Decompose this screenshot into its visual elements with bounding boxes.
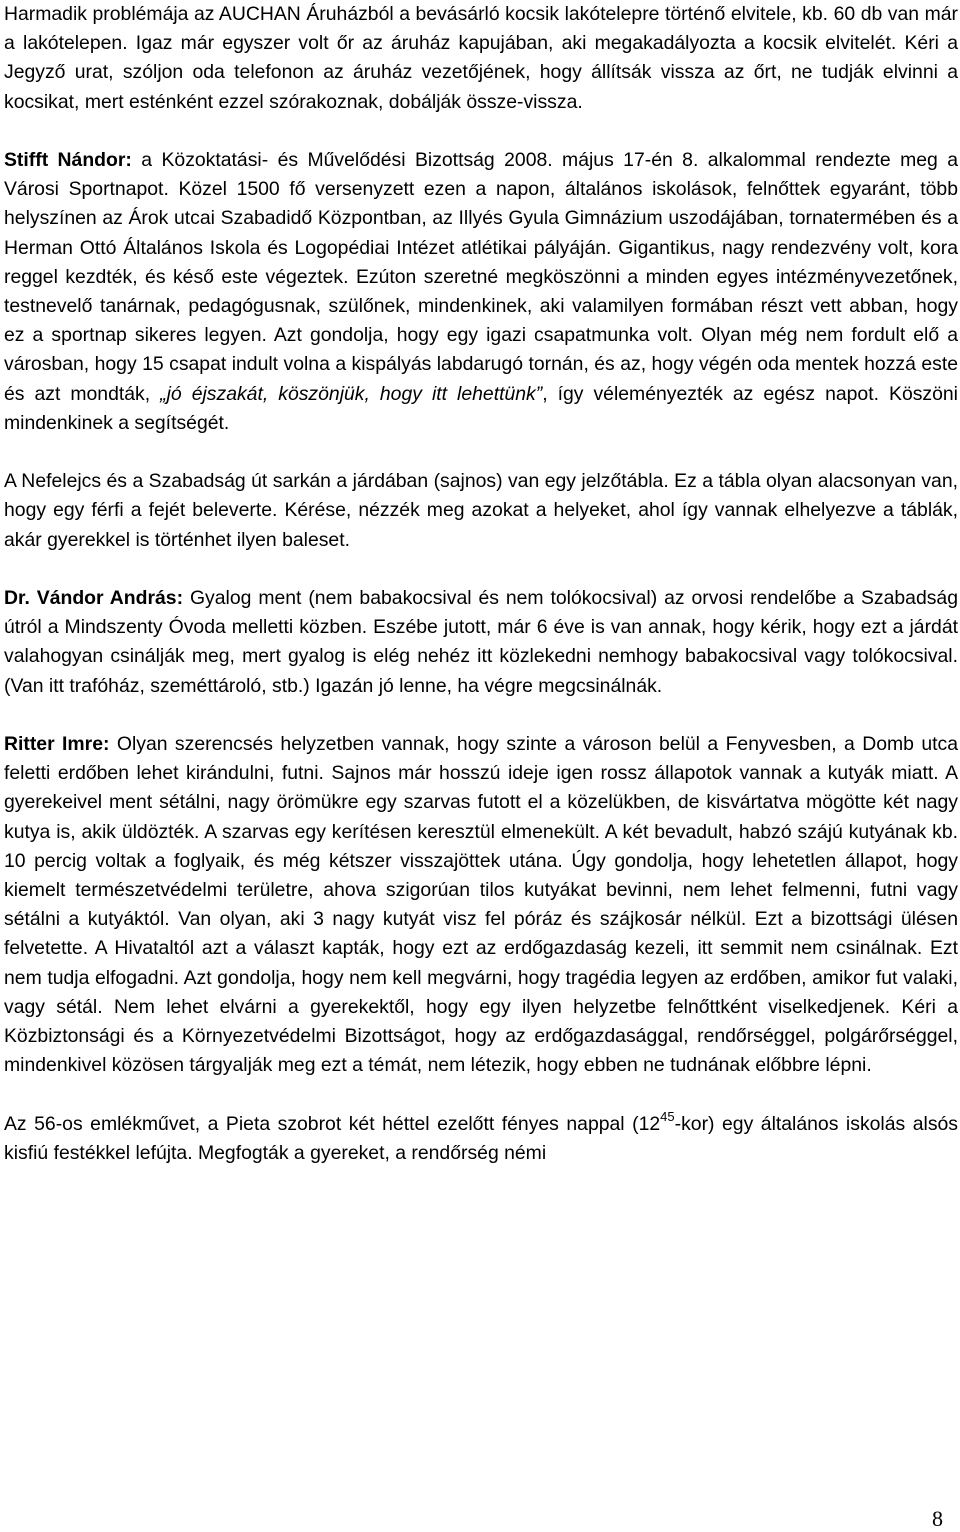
paragraph-text: , így véleményezték az egész napot. Köszöni mindenkinek a segítségét. — [4, 382, 958, 434]
paragraph-gap — [4, 701, 958, 730]
document-page — [4, 0, 958, 1168]
speaker-name: Dr. Vándor András: — [4, 587, 184, 610]
paragraph-gap — [4, 555, 958, 584]
paragraph-gap — [4, 117, 958, 146]
quoted-text: „jó éjszakát, köszönjük, hogy itt lehettünk” — [160, 382, 543, 405]
paragraph-dogs-forest — [4, 730, 958, 1080]
paragraph-text: -kor) egy általános iskolás alsós kisfiú festékkel lefújta. Megfogták a gyereket, a rendőrség némi — [4, 1112, 958, 1164]
paragraph-sportnap — [4, 146, 958, 438]
paragraph-text: Olyan szerencsés helyzetben vannak, hogy szinte a városon belül a Fenyvesben, a Domb utca feletti erdőben lehet kirándulni, futni. Sajnos már hosszú ideje igen rossz állapotok vannak a kutyák miatt. A gyerekeivel ment sétálni, nagy örömükre egy szarvas futott el a közelükben, de kisvártatva mögötte két nagy kutya is, akik üldözték. A szarvas egy kerítésen keresztül elmenekült. A két bevadult, habzó szájú kutyának kb. 10 percig voltak a foglyaik, és még kétszer visszajöttek utána. Úgy gondolja, hogy lehetetlen állapot, hogy kiemelt természetvédelmi területre, ahova szigorúan tilos kutyákat bevinni, nem lehet felmenni, futni vagy sétálni a kutyáktól. Van olyan, aki 3 nagy kutyát visz fel póráz és szájkosár nélkül. Ezt a bizottsági ülésen felvetette. A Hivataltól azt a választ kapták, hogy ezt az erdőgazdaság kezeli, itt semmit nem csinálnak. Ezt nem tudja elfogadni. Azt gondolja, hogy nem kell megvárni, hogy tragédia legyen az erdőben, amikor fut valaki, vagy sétál. Nem lehet elvárni a gyerekektől, hogy egy ilyen helyzetbe felnőttként viselkedjenek. Kéri a Közbiztonsági és a Környezetvédelmi Bizottságot, hogy az erdőgazdasággal, rendőrséggel, polgárőrséggel, mindenkivel közösen tárgyalják meg ezt a témát, nem létezik, hogy ebben ne tudnának előbbre lépni. — [4, 733, 958, 1077]
time-superscript: 45 — [660, 1108, 675, 1124]
paragraph-gap — [4, 1080, 958, 1109]
paragraph-gap — [4, 438, 958, 467]
speaker-name: Stifft Nándor: — [4, 149, 132, 171]
paragraph-text: Gyalog ment (nem babakocsival és nem tolókocsival) az orvosi rendelőbe a Szabadság útról a Mindszenty Óvoda melletti közben. Eszébe jutott, már 6 éve is van annak, hogy kérik, hogy ezt a járdát valahogyan csinálják meg, mert gyalog is elég nehéz itt közlekedni nemhogy babakocsival vagy tolókocsival. (Van itt trafóház, szeméttároló, stb.) Igazán jó lenne, ha végre megcsinálnák. — [4, 587, 959, 697]
paragraph-text: Az 56-os emlékművet, a Pieta szobrot két héttel ezelőtt fényes nappal (12 — [4, 1112, 661, 1135]
paragraph-auchan-carts: Harmadik problémája az AUCHAN Áruházból a bevásárló kocsik lakótelepre történő elvitele, kb. 60 db van már a lakótelepen. Igaz már egyszer volt őr az áruház kapujában, aki megakadályozta a kocsik elvitelét. Kéri a Jegyző urat, szóljon oda telefonon az áruház vezetőjének, hogy állítsák vissza az őrt, ne tudják elvinni a kocsikat, mert esténként ezzel szórakoznak, dobálják össze-vissza. — [4, 3, 958, 113]
paragraph-text: a Közoktatási- és Művelődési Bizottság 2008. május 17-én 8. alkalommal rendezte meg a Városi Sportnapot. Közel 1500 fő versenyzett ezen a napon, általános iskolások, felnőttek egyaránt, több helyszínen az Árok utcai Szabadidő Központban, az Illyés Gyula Gimnázium uszodájában, tornatermében és a Herman Ottó Általános Iskola és Logopédiai Intézet atlétikai pályáján. Gigantikus, nagy rendezvény volt, kora reggel kezdték, és késő este végeztek. Ezúton szeretné megköszönni a minden egyes intézményvezetőnek, testnevelő tanárnak, pedagógusnak, szülőnek, mindenkinek, aki valamilyen formában részt vett abban, hogy ez a sportnap sikeres legyen. Azt gondolja, hogy egy igazi csapatmunka volt. Olyan még nem fordult elő a városban, hogy 15 csapat indult volna a kispályás labdarugó tornán, és az, hogy végén oda mentek hozzá este és azt mondták, — [4, 149, 958, 405]
speaker-name: Ritter Imre: — [4, 733, 110, 756]
page-number: 8 — [932, 1506, 943, 1531]
paragraph-sign-post: A Nefelejcs és a Szabadság út sarkán a járdában (sajnos) van egy jelzőtábla. Ez a tábla olyan alacsonyan van, hogy egy férfi a fejét beleverte. Kérése, nézzék meg azokat a helyeket, ahol így vannak elhelyezve a táblák, akár gyerekkel is történhet ilyen baleset. — [4, 470, 958, 551]
paragraph-monument — [4, 1110, 958, 1168]
paragraph-sidewalk — [4, 584, 958, 701]
